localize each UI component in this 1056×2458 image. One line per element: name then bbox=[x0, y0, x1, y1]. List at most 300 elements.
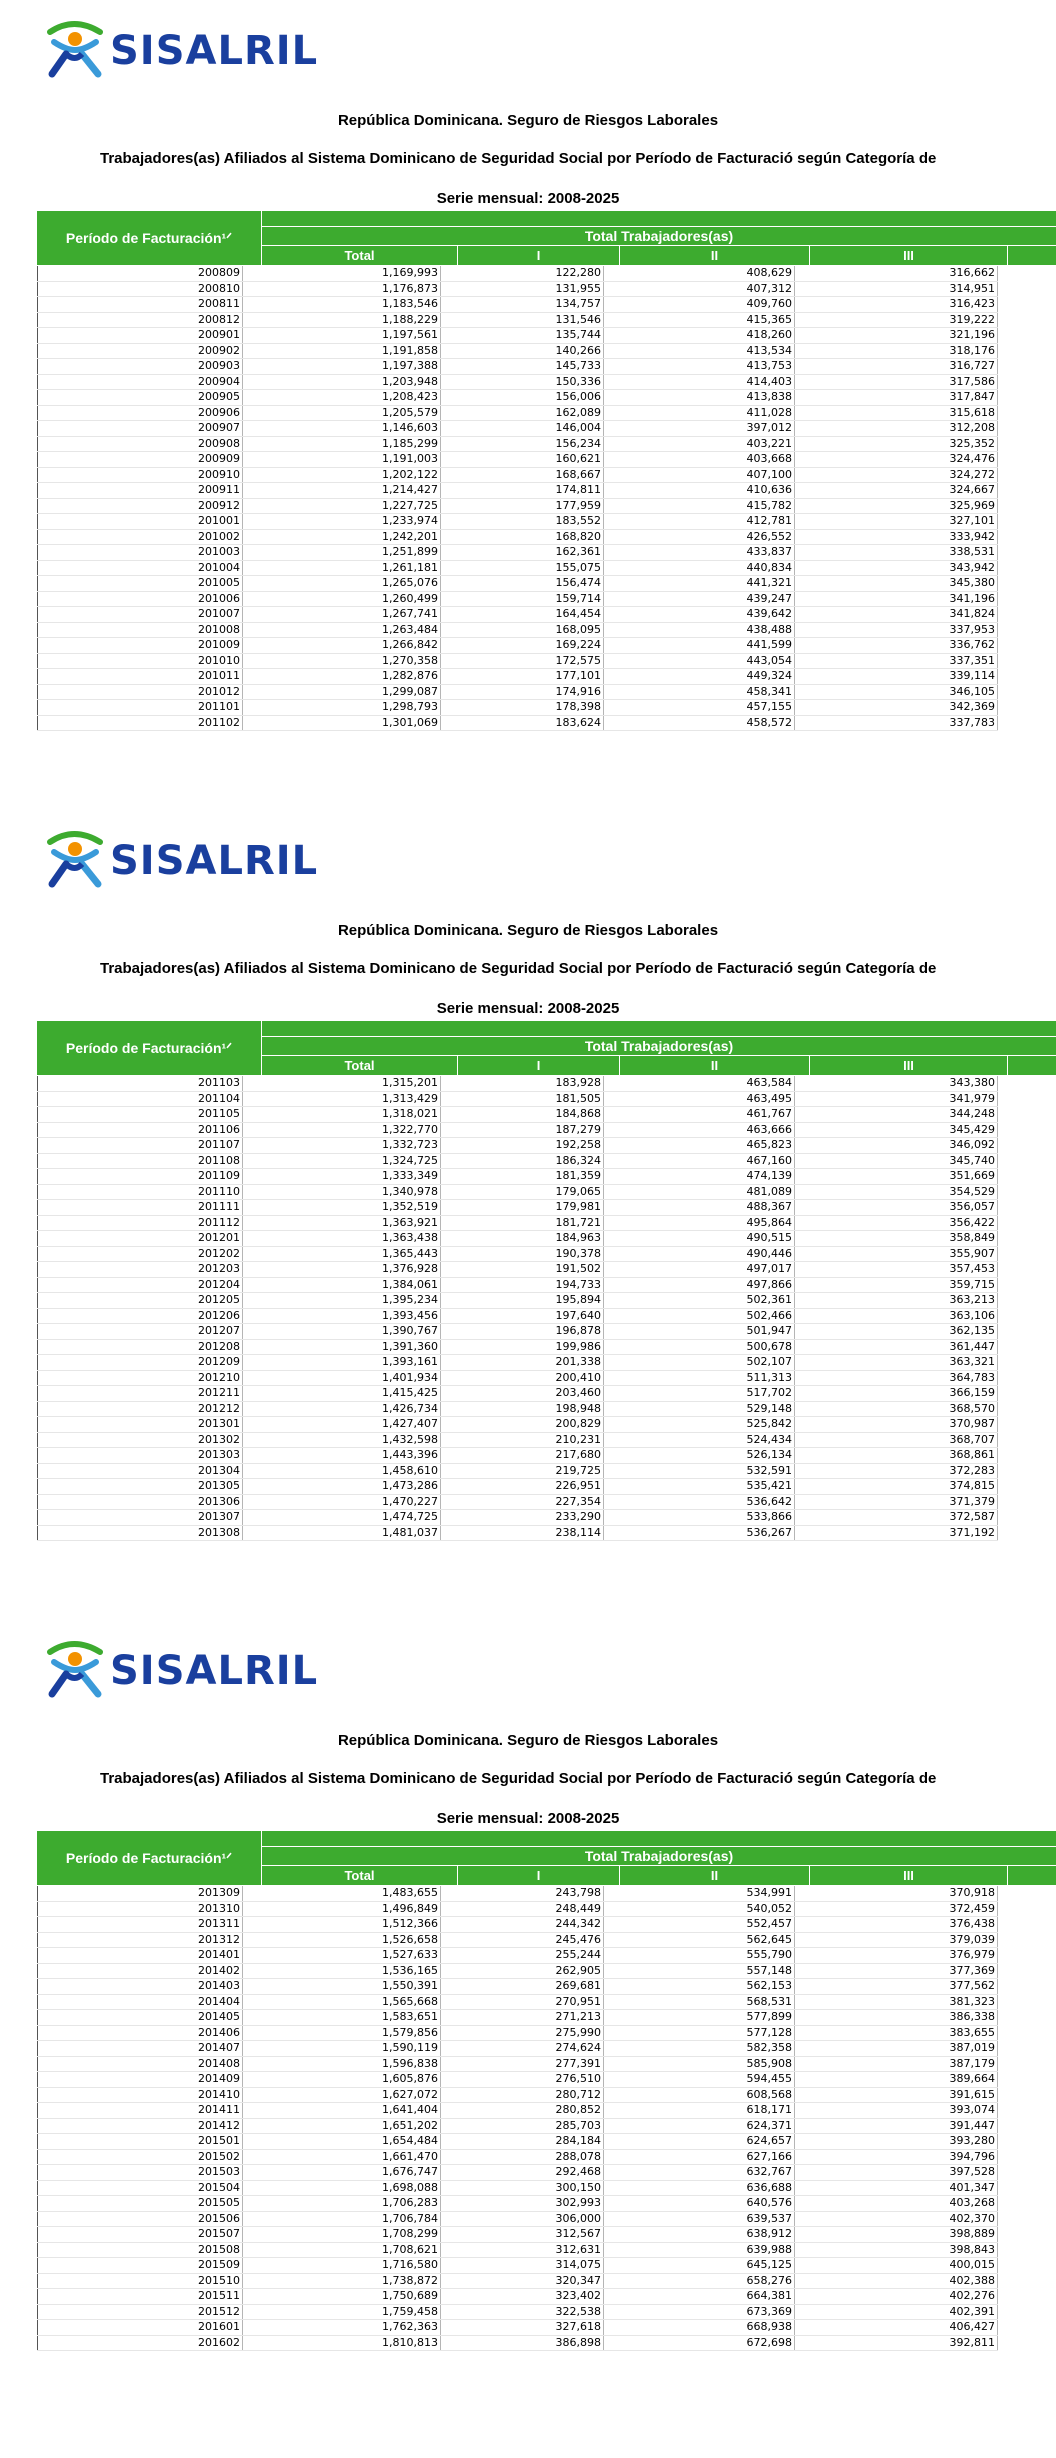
table-row bbox=[38, 1963, 998, 1979]
period-cell: 200809 bbox=[38, 266, 243, 281]
cat-ii-cell: 668,938 bbox=[604, 2320, 795, 2336]
period-cell: 201010 bbox=[38, 653, 243, 669]
total-workers-header: Total Trabajadores(as) bbox=[262, 227, 1056, 245]
period-cell: 201504 bbox=[38, 2180, 243, 2196]
cat-i-cell: 162,089 bbox=[441, 405, 604, 421]
table-row bbox=[38, 390, 998, 406]
cat-i-cell: 174,916 bbox=[441, 684, 604, 700]
total-cell: 1,363,921 bbox=[243, 1215, 441, 1231]
cat-iii-cell: 392,811 bbox=[795, 2335, 998, 2351]
cat-i-cell: 184,868 bbox=[441, 1107, 604, 1123]
cat-ii-cell: 488,367 bbox=[604, 1200, 795, 1216]
total-cell: 1,706,283 bbox=[243, 2196, 441, 2212]
period-cell: 201212 bbox=[38, 1401, 243, 1417]
cat-i-cell: 306,000 bbox=[441, 2211, 604, 2227]
cat-i-cell: 179,981 bbox=[441, 1200, 604, 1216]
cat-ii-cell: 533,866 bbox=[604, 1510, 795, 1526]
cat-i-cell: 168,820 bbox=[441, 529, 604, 545]
period-cell: 201106 bbox=[38, 1122, 243, 1138]
cat-i-cell: 168,095 bbox=[441, 622, 604, 638]
total-cell: 1,390,767 bbox=[243, 1324, 441, 1340]
cat-ii-cell: 463,584 bbox=[604, 1076, 795, 1091]
cat-iii-cell: 402,391 bbox=[795, 2304, 998, 2320]
total-cell: 1,393,456 bbox=[243, 1308, 441, 1324]
cat-iii-cell: 372,283 bbox=[795, 1463, 998, 1479]
cat-ii-cell: 501,947 bbox=[604, 1324, 795, 1340]
cat-i-cell: 323,402 bbox=[441, 2289, 604, 2305]
table-row bbox=[38, 2072, 998, 2088]
table-header bbox=[37, 211, 1056, 265]
sisalril-figure-icon bbox=[44, 828, 108, 894]
cat-iii-cell: 398,843 bbox=[795, 2242, 998, 2258]
cat-i-cell: 197,640 bbox=[441, 1308, 604, 1324]
cat-ii-cell: 463,495 bbox=[604, 1091, 795, 1107]
table-row bbox=[38, 1370, 998, 1386]
data-table bbox=[37, 1076, 998, 1541]
cat-i-cell: 181,721 bbox=[441, 1215, 604, 1231]
cat-iii-cell: 341,196 bbox=[795, 591, 998, 607]
cat-i-cell: 150,336 bbox=[441, 374, 604, 390]
table-row bbox=[38, 2273, 998, 2289]
period-cell: 201206 bbox=[38, 1308, 243, 1324]
column-header-iii: III bbox=[810, 246, 1008, 265]
cat-ii-cell: 411,028 bbox=[604, 405, 795, 421]
period-cell: 201312 bbox=[38, 1932, 243, 1948]
total-cell: 1,202,122 bbox=[243, 467, 441, 483]
period-cell: 201009 bbox=[38, 638, 243, 654]
table-row bbox=[38, 2041, 998, 2057]
table-row bbox=[38, 1494, 998, 1510]
period-cell: 201102 bbox=[38, 715, 243, 731]
total-cell: 1,536,165 bbox=[243, 1963, 441, 1979]
table-row bbox=[38, 1917, 998, 1933]
cat-i-cell: 280,712 bbox=[441, 2087, 604, 2103]
total-cell: 1,762,363 bbox=[243, 2320, 441, 2336]
cat-i-cell: 255,244 bbox=[441, 1948, 604, 1964]
period-cell: 201001 bbox=[38, 514, 243, 530]
cat-i-cell: 164,454 bbox=[441, 607, 604, 623]
total-cell: 1,282,876 bbox=[243, 669, 441, 685]
total-cell: 1,205,579 bbox=[243, 405, 441, 421]
cat-i-cell: 248,449 bbox=[441, 1901, 604, 1917]
logo-wordmark: SISALRIL bbox=[110, 838, 319, 884]
cat-i-cell: 160,621 bbox=[441, 452, 604, 468]
cat-iii-cell: 386,338 bbox=[795, 2010, 998, 2026]
total-cell: 1,299,087 bbox=[243, 684, 441, 700]
report-title: República Dominicana. Seguro de Riesgos Laborales bbox=[337, 1732, 719, 1749]
cat-iii-cell: 345,429 bbox=[795, 1122, 998, 1138]
column-header-total: Total bbox=[262, 246, 458, 265]
cat-iii-cell: 402,370 bbox=[795, 2211, 998, 2227]
total-cell: 1,267,741 bbox=[243, 607, 441, 623]
total-cell: 1,395,234 bbox=[243, 1293, 441, 1309]
cat-ii-cell: 639,988 bbox=[604, 2242, 795, 2258]
table-row bbox=[38, 1246, 998, 1262]
period-cell: 201203 bbox=[38, 1262, 243, 1278]
cat-iii-cell: 389,664 bbox=[795, 2072, 998, 2088]
cat-iii-cell: 361,447 bbox=[795, 1339, 998, 1355]
cat-iii-cell: 339,114 bbox=[795, 669, 998, 685]
table-row bbox=[38, 1200, 998, 1216]
cat-ii-cell: 502,107 bbox=[604, 1355, 795, 1371]
period-cell: 200912 bbox=[38, 498, 243, 514]
cat-i-cell: 233,290 bbox=[441, 1510, 604, 1526]
table-row bbox=[38, 684, 998, 700]
column-header-i: I bbox=[458, 1056, 620, 1075]
column-header-iii: III bbox=[810, 1866, 1008, 1885]
table-row bbox=[38, 700, 998, 716]
cat-i-cell: 178,398 bbox=[441, 700, 604, 716]
cat-i-cell: 292,468 bbox=[441, 2165, 604, 2181]
cat-i-cell: 156,006 bbox=[441, 390, 604, 406]
cat-iii-cell: 333,942 bbox=[795, 529, 998, 545]
cat-ii-cell: 529,148 bbox=[604, 1401, 795, 1417]
period-cell: 201210 bbox=[38, 1370, 243, 1386]
cat-i-cell: 285,703 bbox=[441, 2118, 604, 2134]
table-row bbox=[38, 1948, 998, 1964]
column-header-total: Total bbox=[262, 1866, 458, 1885]
cat-iii-cell: 345,740 bbox=[795, 1153, 998, 1169]
cat-i-cell: 156,474 bbox=[441, 576, 604, 592]
table-row bbox=[38, 1076, 998, 1091]
table-row bbox=[38, 2335, 998, 2351]
cat-ii-cell: 415,365 bbox=[604, 312, 795, 328]
cat-iii-cell: 346,105 bbox=[795, 684, 998, 700]
cat-i-cell: 159,714 bbox=[441, 591, 604, 607]
total-cell: 1,169,993 bbox=[243, 266, 441, 281]
cat-i-cell: 322,538 bbox=[441, 2304, 604, 2320]
table-row bbox=[38, 1122, 998, 1138]
cat-ii-cell: 532,591 bbox=[604, 1463, 795, 1479]
table-row bbox=[38, 2118, 998, 2134]
cat-i-cell: 226,951 bbox=[441, 1479, 604, 1495]
cat-i-cell: 198,948 bbox=[441, 1401, 604, 1417]
table-row bbox=[38, 1153, 998, 1169]
cat-ii-cell: 481,089 bbox=[604, 1184, 795, 1200]
cat-ii-cell: 461,767 bbox=[604, 1107, 795, 1123]
report-title: República Dominicana. Seguro de Riesgos Laborales bbox=[337, 922, 719, 939]
cat-ii-cell: 407,312 bbox=[604, 281, 795, 297]
table-row bbox=[38, 2258, 998, 2274]
report-series: Serie mensual: 2008-2025 bbox=[436, 1810, 620, 1827]
cat-i-cell: 217,680 bbox=[441, 1448, 604, 1464]
cat-ii-cell: 502,466 bbox=[604, 1308, 795, 1324]
total-cell: 1,332,723 bbox=[243, 1138, 441, 1154]
table-row bbox=[38, 1107, 998, 1123]
cat-iii-cell: 376,979 bbox=[795, 1948, 998, 1964]
cat-i-cell: 192,258 bbox=[441, 1138, 604, 1154]
table-row bbox=[38, 2289, 998, 2305]
table-row bbox=[38, 1994, 998, 2010]
cat-ii-cell: 536,642 bbox=[604, 1494, 795, 1510]
cat-iii-cell: 327,101 bbox=[795, 514, 998, 530]
total-cell: 1,214,427 bbox=[243, 483, 441, 499]
cat-i-cell: 280,852 bbox=[441, 2103, 604, 2119]
table-row bbox=[38, 1339, 998, 1355]
table-row bbox=[38, 312, 998, 328]
table-row bbox=[38, 1463, 998, 1479]
period-cell: 201103 bbox=[38, 1076, 243, 1091]
cat-ii-cell: 497,017 bbox=[604, 1262, 795, 1278]
cat-ii-cell: 608,568 bbox=[604, 2087, 795, 2103]
table-row bbox=[38, 421, 998, 437]
total-cell: 1,481,037 bbox=[243, 1525, 441, 1541]
cat-i-cell: 200,410 bbox=[441, 1370, 604, 1386]
cat-i-cell: 177,101 bbox=[441, 669, 604, 685]
cat-ii-cell: 441,321 bbox=[604, 576, 795, 592]
cat-ii-cell: 409,760 bbox=[604, 297, 795, 313]
cat-ii-cell: 415,782 bbox=[604, 498, 795, 514]
period-cell: 201012 bbox=[38, 684, 243, 700]
period-cell: 201311 bbox=[38, 1917, 243, 1933]
total-cell: 1,265,076 bbox=[243, 576, 441, 592]
table-row bbox=[38, 1401, 998, 1417]
total-cell: 1,661,470 bbox=[243, 2149, 441, 2165]
cat-ii-cell: 664,381 bbox=[604, 2289, 795, 2305]
cat-iii-cell: 346,092 bbox=[795, 1138, 998, 1154]
period-cell: 201006 bbox=[38, 591, 243, 607]
cat-i-cell: 179,065 bbox=[441, 1184, 604, 1200]
cat-ii-cell: 640,576 bbox=[604, 2196, 795, 2212]
table-row bbox=[38, 2227, 998, 2243]
total-cell: 1,716,580 bbox=[243, 2258, 441, 2274]
table-row bbox=[38, 1138, 998, 1154]
table-row bbox=[38, 1308, 998, 1324]
table-row bbox=[38, 1525, 998, 1541]
cat-ii-cell: 426,552 bbox=[604, 529, 795, 545]
period-cell: 201211 bbox=[38, 1386, 243, 1402]
cat-i-cell: 122,280 bbox=[441, 266, 604, 281]
total-cell: 1,197,388 bbox=[243, 359, 441, 375]
cat-ii-cell: 568,531 bbox=[604, 1994, 795, 2010]
cat-i-cell: 245,476 bbox=[441, 1932, 604, 1948]
cat-iii-cell: 402,388 bbox=[795, 2273, 998, 2289]
period-cell: 201107 bbox=[38, 1138, 243, 1154]
table-row bbox=[38, 2025, 998, 2041]
cat-i-cell: 277,391 bbox=[441, 2056, 604, 2072]
cat-ii-cell: 403,668 bbox=[604, 452, 795, 468]
total-cell: 1,227,725 bbox=[243, 498, 441, 514]
header-band bbox=[262, 1021, 1056, 1036]
total-cell: 1,183,546 bbox=[243, 297, 441, 313]
cat-ii-cell: 658,276 bbox=[604, 2273, 795, 2289]
cat-ii-cell: 577,128 bbox=[604, 2025, 795, 2041]
cat-i-cell: 320,347 bbox=[441, 2273, 604, 2289]
cat-iii-cell: 366,159 bbox=[795, 1386, 998, 1402]
cat-i-cell: 183,552 bbox=[441, 514, 604, 530]
period-cell: 201202 bbox=[38, 1246, 243, 1262]
cat-ii-cell: 403,221 bbox=[604, 436, 795, 452]
total-cell: 1,251,899 bbox=[243, 545, 441, 561]
cat-ii-cell: 440,834 bbox=[604, 560, 795, 576]
table-row bbox=[38, 266, 998, 281]
period-cell: 201306 bbox=[38, 1494, 243, 1510]
period-cell: 200902 bbox=[38, 343, 243, 359]
cat-iii-cell: 316,662 bbox=[795, 266, 998, 281]
period-cell: 201509 bbox=[38, 2258, 243, 2274]
cat-i-cell: 210,231 bbox=[441, 1432, 604, 1448]
cat-ii-cell: 441,599 bbox=[604, 638, 795, 654]
period-cell: 201109 bbox=[38, 1169, 243, 1185]
cat-i-cell: 194,733 bbox=[441, 1277, 604, 1293]
cat-iii-cell: 363,321 bbox=[795, 1355, 998, 1371]
total-cell: 1,415,425 bbox=[243, 1386, 441, 1402]
table-row bbox=[38, 2180, 998, 2196]
cat-i-cell: 219,725 bbox=[441, 1463, 604, 1479]
total-cell: 1,242,201 bbox=[243, 529, 441, 545]
cat-ii-cell: 673,369 bbox=[604, 2304, 795, 2320]
total-cell: 1,526,658 bbox=[243, 1932, 441, 1948]
cat-i-cell: 262,905 bbox=[441, 1963, 604, 1979]
period-cell: 201409 bbox=[38, 2072, 243, 2088]
report-title: República Dominicana. Seguro de Riesgos Laborales bbox=[337, 112, 719, 129]
total-cell: 1,391,360 bbox=[243, 1339, 441, 1355]
total-cell: 1,298,793 bbox=[243, 700, 441, 716]
cat-ii-cell: 540,052 bbox=[604, 1901, 795, 1917]
total-cell: 1,261,181 bbox=[243, 560, 441, 576]
sisalril-figure-icon bbox=[44, 18, 108, 84]
cat-iii-cell: 336,762 bbox=[795, 638, 998, 654]
total-cell: 1,605,876 bbox=[243, 2072, 441, 2088]
cat-iii-cell: 356,057 bbox=[795, 1200, 998, 1216]
period-cell: 201209 bbox=[38, 1355, 243, 1371]
table-row bbox=[38, 2149, 998, 2165]
total-cell: 1,512,366 bbox=[243, 1917, 441, 1933]
table-row bbox=[38, 591, 998, 607]
cat-i-cell: 274,624 bbox=[441, 2041, 604, 2057]
table-row bbox=[38, 1091, 998, 1107]
column-header-ii: II bbox=[620, 246, 810, 265]
cat-ii-cell: 458,572 bbox=[604, 715, 795, 731]
period-cell: 201101 bbox=[38, 700, 243, 716]
cat-ii-cell: 414,403 bbox=[604, 374, 795, 390]
total-workers-header: Total Trabajadores(as) bbox=[262, 1847, 1056, 1865]
cat-i-cell: 140,266 bbox=[441, 343, 604, 359]
cat-ii-cell: 413,838 bbox=[604, 390, 795, 406]
total-cell: 1,197,561 bbox=[243, 328, 441, 344]
cat-ii-cell: 618,171 bbox=[604, 2103, 795, 2119]
table-row bbox=[38, 1901, 998, 1917]
period-cell: 201408 bbox=[38, 2056, 243, 2072]
cat-i-cell: 169,224 bbox=[441, 638, 604, 654]
cat-iii-cell: 393,074 bbox=[795, 2103, 998, 2119]
cat-i-cell: 181,505 bbox=[441, 1091, 604, 1107]
cat-ii-cell: 500,678 bbox=[604, 1339, 795, 1355]
period-cell: 200904 bbox=[38, 374, 243, 390]
period-column-header: Período de Facturación¹ᐟ bbox=[37, 1831, 261, 1885]
cat-iii-cell: 403,268 bbox=[795, 2196, 998, 2212]
cat-ii-cell: 585,908 bbox=[604, 2056, 795, 2072]
total-cell: 1,426,734 bbox=[243, 1401, 441, 1417]
report-subtitle: Trabajadores(as) Afiliados al Sistema Dominicano de Seguridad Social por Período de Facturació según Categoría de bbox=[100, 150, 937, 167]
table-row bbox=[38, 514, 998, 530]
table-row bbox=[38, 2242, 998, 2258]
sisalril-logo bbox=[44, 828, 354, 894]
cat-iii-cell: 314,951 bbox=[795, 281, 998, 297]
cat-ii-cell: 645,125 bbox=[604, 2258, 795, 2274]
period-cell: 201503 bbox=[38, 2165, 243, 2181]
report-subtitle: Trabajadores(as) Afiliados al Sistema Dominicano de Seguridad Social por Período de Facturació según Categoría de bbox=[100, 960, 937, 977]
cat-i-cell: 145,733 bbox=[441, 359, 604, 375]
period-cell: 200910 bbox=[38, 467, 243, 483]
total-cell: 1,263,484 bbox=[243, 622, 441, 638]
total-cell: 1,313,429 bbox=[243, 1091, 441, 1107]
cat-i-cell: 155,075 bbox=[441, 560, 604, 576]
cat-ii-cell: 535,421 bbox=[604, 1479, 795, 1495]
total-cell: 1,208,423 bbox=[243, 390, 441, 406]
total-cell: 1,579,856 bbox=[243, 2025, 441, 2041]
total-cell: 1,203,948 bbox=[243, 374, 441, 390]
cat-i-cell: 284,184 bbox=[441, 2134, 604, 2150]
cat-ii-cell: 474,139 bbox=[604, 1169, 795, 1185]
table-row bbox=[38, 2087, 998, 2103]
period-cell: 201512 bbox=[38, 2304, 243, 2320]
cat-iii-cell: 371,192 bbox=[795, 1525, 998, 1541]
period-cell: 201403 bbox=[38, 1979, 243, 1995]
cat-ii-cell: 490,446 bbox=[604, 1246, 795, 1262]
total-cell: 1,550,391 bbox=[243, 1979, 441, 1995]
cat-i-cell: 270,951 bbox=[441, 1994, 604, 2010]
cat-ii-cell: 536,267 bbox=[604, 1525, 795, 1541]
total-cell: 1,233,974 bbox=[243, 514, 441, 530]
cat-ii-cell: 439,642 bbox=[604, 607, 795, 623]
period-cell: 201309 bbox=[38, 1886, 243, 1901]
cat-iii-cell: 391,447 bbox=[795, 2118, 998, 2134]
total-workers-header: Total Trabajadores(as) bbox=[262, 1037, 1056, 1055]
period-cell: 201412 bbox=[38, 2118, 243, 2134]
period-cell: 201204 bbox=[38, 1277, 243, 1293]
cat-iii-cell: 325,352 bbox=[795, 436, 998, 452]
cat-iii-cell: 358,849 bbox=[795, 1231, 998, 1247]
cat-iii-cell: 370,918 bbox=[795, 1886, 998, 1901]
period-cell: 201303 bbox=[38, 1448, 243, 1464]
cat-iii-cell: 372,459 bbox=[795, 1901, 998, 1917]
total-cell: 1,590,119 bbox=[243, 2041, 441, 2057]
period-cell: 201508 bbox=[38, 2242, 243, 2258]
period-cell: 200909 bbox=[38, 452, 243, 468]
header-band bbox=[262, 1831, 1056, 1846]
cat-i-cell: 181,359 bbox=[441, 1169, 604, 1185]
cat-iii-cell: 321,196 bbox=[795, 328, 998, 344]
cat-i-cell: 312,567 bbox=[441, 2227, 604, 2243]
table-row bbox=[38, 2103, 998, 2119]
period-cell: 200903 bbox=[38, 359, 243, 375]
cat-iii-cell: 312,208 bbox=[795, 421, 998, 437]
period-cell: 200901 bbox=[38, 328, 243, 344]
cat-ii-cell: 467,160 bbox=[604, 1153, 795, 1169]
total-cell: 1,301,069 bbox=[243, 715, 441, 731]
cat-iii-cell: 359,715 bbox=[795, 1277, 998, 1293]
cat-iii-cell: 317,586 bbox=[795, 374, 998, 390]
cat-i-cell: 146,004 bbox=[441, 421, 604, 437]
table-row bbox=[38, 374, 998, 390]
cat-iii-cell: 364,783 bbox=[795, 1370, 998, 1386]
cat-iii-cell: 376,438 bbox=[795, 1917, 998, 1933]
sisalril-figure-icon bbox=[44, 1638, 108, 1704]
cat-ii-cell: 638,912 bbox=[604, 2227, 795, 2243]
table-row bbox=[38, 1932, 998, 1948]
table-row bbox=[38, 405, 998, 421]
table-row bbox=[38, 638, 998, 654]
table-row bbox=[38, 359, 998, 375]
table-row bbox=[38, 1215, 998, 1231]
table-row bbox=[38, 2211, 998, 2227]
table-row bbox=[38, 2196, 998, 2212]
cat-ii-cell: 438,488 bbox=[604, 622, 795, 638]
cat-i-cell: 183,624 bbox=[441, 715, 604, 731]
period-cell: 201208 bbox=[38, 1339, 243, 1355]
period-cell: 200810 bbox=[38, 281, 243, 297]
